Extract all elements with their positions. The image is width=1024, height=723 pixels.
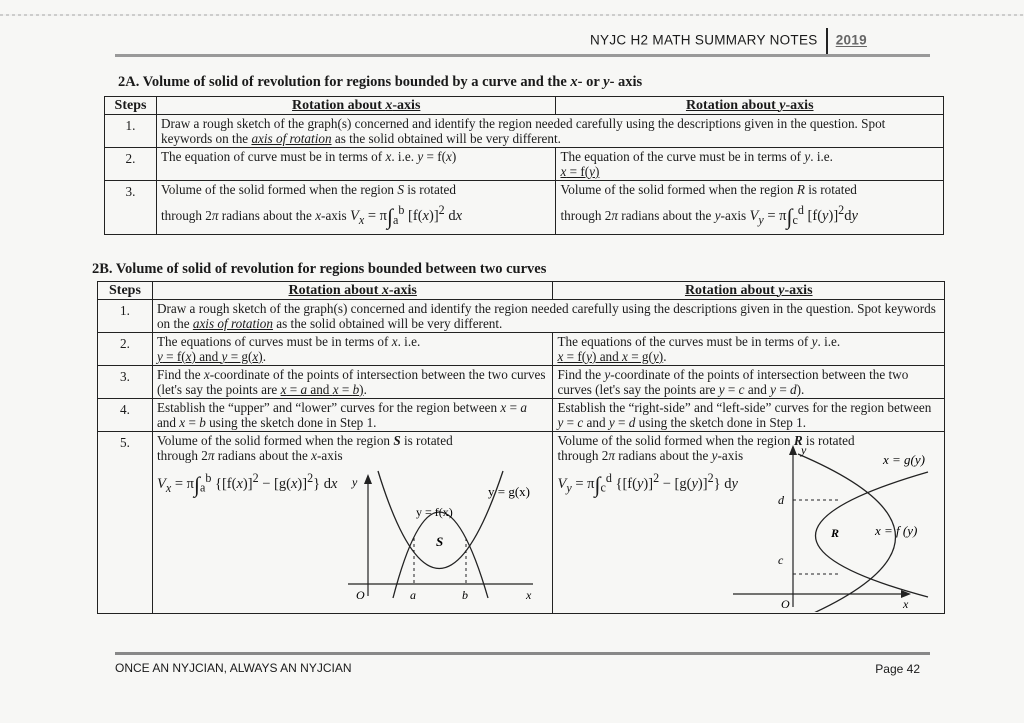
step-text-x: Establish the “upper” and “lower” curves for the region between x = a and x = b using the sketch done in Step 1. <box>152 399 553 432</box>
section-a-table <box>104 96 944 235</box>
step-text-x: Find the x-coordinate of the points of intersection between the two curves (let's say the points are x = a and x = b). <box>152 366 553 399</box>
graph-y-axis-rotation <box>723 442 943 612</box>
y-axis-label: y <box>351 475 358 489</box>
col-x-axis: Rotation about x-axis <box>156 97 556 115</box>
table-row <box>98 432 945 614</box>
table-row <box>98 366 945 399</box>
footer-motto: ONCE AN NYJCIAN, ALWAYS AN NYJCIAN <box>115 661 352 675</box>
f-label: x = f (y) <box>875 523 918 538</box>
col-y-axis: Rotation about y-axis <box>553 282 945 300</box>
step-text-x: Volume of the solid formed when the region S is rotated through 2π radians about the x-axis $V_x = \pi\int_a^b$ $\{[f(x)]^2 - [g(x)]^2\}$ dx y y = f(x) y = g(x) S O a b x <box>152 432 553 614</box>
step-text-x: Volume of the solid formed when the region S is rotated through 2π radians about the x-axis $V_x = \pi\int_a^b$ $[f(x)]^2$ dx <box>156 181 556 235</box>
curve-g <box>393 512 488 598</box>
col-x-axis: Rotation about x-axis <box>152 282 553 300</box>
g-label: x = g(y) <box>883 452 926 467</box>
table-row <box>98 300 945 333</box>
header-rule <box>115 54 930 57</box>
step-number: 4. <box>98 399 153 432</box>
y-axis-arrow-icon <box>364 474 372 484</box>
f-label: y = f(x) <box>415 505 453 519</box>
step-number: 3. <box>105 181 157 235</box>
page-header <box>590 28 867 54</box>
header-title: NYJC H2 MATH SUMMARY NOTES <box>590 32 818 48</box>
table-row <box>98 399 945 432</box>
formula-volume-y: $V_y = \pi\int_c^d$ $[f(y)]^2dy$ <box>749 203 858 229</box>
table-header-row <box>98 282 945 300</box>
region-label: R <box>831 526 840 540</box>
step-number: 1. <box>105 115 157 148</box>
origin-label: O <box>781 597 791 611</box>
scan-artifact <box>0 14 1024 16</box>
region-label: S <box>435 534 444 549</box>
x-axis-label: x <box>525 588 532 602</box>
section-b-title: 2B. Volume of solid of revolution for regions bounded between two curves <box>92 261 547 277</box>
step-text: Draw a rough sketch of the graph(s) concerned and identify the region needed carefully using the descriptions given in the question. Spot keywords on the axis of rotation as the solid obtained will be very different. <box>152 300 944 333</box>
table-header-row <box>105 97 944 115</box>
y-axis-arrow-icon <box>789 445 797 455</box>
col-steps: Steps <box>105 97 157 115</box>
col-steps: Steps <box>98 282 153 300</box>
c-label: c <box>778 553 784 567</box>
col-y-axis: Rotation about y-axis <box>556 97 944 115</box>
step-text-y: Establish the “right-side” and “left-side” curves for the region between y = c and y = d using the sketch done in Step 1. <box>553 399 945 432</box>
step-text-x: The equations of curves must be in terms of x. i.e. y = f(x) and y = g(x). <box>152 333 553 366</box>
step-number: 2. <box>98 333 153 366</box>
table-row <box>105 115 944 148</box>
step-text-y: Find the y-coordinate of the points of intersection between the two curves (let's say the points are y = c and y = d). <box>553 366 945 399</box>
step-text-y: The equations of the curves must be in terms of y. i.e. x = f(y) and x = g(y). <box>553 333 945 366</box>
page-footer <box>115 652 930 675</box>
section-a-title: 2A. Volume of solid of revolution for regions bounded by a curve and the x- or y- axis <box>118 74 643 90</box>
step-number: 3. <box>98 366 153 399</box>
header-year: 2019 <box>835 32 867 48</box>
step-text-x: The equation of curve must be in terms of x. i.e. y = f(x) <box>156 148 556 181</box>
section-b-table <box>97 281 945 614</box>
curve-f <box>378 471 503 569</box>
table-row <box>98 333 945 366</box>
a-label: a <box>409 588 416 602</box>
d-label: d <box>778 493 785 507</box>
graph-x-axis-rotation <box>338 466 548 606</box>
step-number: 1. <box>98 300 153 333</box>
step-text-y: Volume of the solid formed when the region R is rotated through 2π radians about the y-axis $V_y = \pi\int_c^d$ $\{[f(y)]^2 - [g(y)]^2\}$ dy y x = g(y) x = f (y) R d c O x <box>553 432 945 614</box>
x-axis-label: x <box>903 597 909 611</box>
table-row <box>105 181 944 235</box>
y-axis-label: y <box>801 443 807 457</box>
origin-label: O <box>355 588 365 602</box>
table-row <box>105 148 944 181</box>
b-label: b <box>461 588 468 602</box>
formula-volume-y: $V_y = \pi\int_c^d$ $\{[f(y)]^2 - [g(y)]^2\}$ dy <box>557 471 738 497</box>
g-label: y = g(x) <box>487 484 530 499</box>
step-number: 2. <box>105 148 157 181</box>
page-number: Page 42 <box>875 662 920 676</box>
step-text: Draw a rough sketch of the graph(s) concerned and identify the region needed carefully using the descriptions given in the question. Spot keywords on the axis of rotation as the solid obtained will be very different. <box>156 115 943 148</box>
formula-volume-x: $V_x = \pi\int_a^b$ $[f(x)]^2$ dx <box>349 203 463 229</box>
header-separator <box>826 28 828 54</box>
formula-volume-x: $V_x = \pi\int_a^b$ $\{[f(x)]^2 - [g(x)]^2\}$ dx <box>156 471 338 497</box>
step-number: 5. <box>98 432 153 614</box>
step-text-y: Volume of the solid formed when the region R is rotated through 2π radians about the y-axis $V_y = \pi\int_c^d$ $[f(y)]^2dy$ <box>556 181 944 235</box>
step-text-y: The equation of the curve must be in terms of y. i.e. x = f(y) <box>556 148 944 181</box>
